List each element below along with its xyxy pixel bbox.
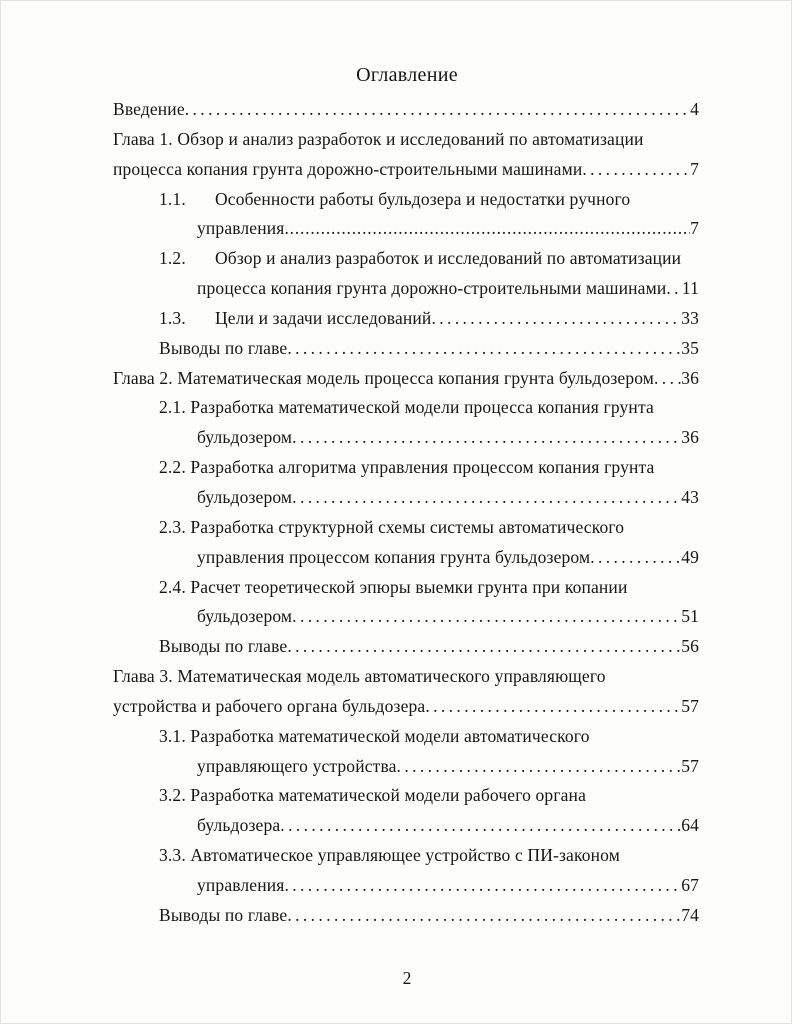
dot-leader [185, 95, 690, 125]
toc-entry-page: 11 [681, 278, 699, 299]
toc-entry [113, 752, 699, 782]
toc-entry [113, 871, 699, 901]
toc-entry [113, 602, 699, 632]
toc-entry-number: 1.2. [159, 248, 186, 269]
dot-leader [590, 543, 681, 573]
dot-leader [431, 304, 681, 334]
toc-entry-page: 35 [681, 337, 699, 358]
toc-entry-page: 36 [681, 427, 699, 448]
toc-entry-page: 64 [681, 815, 699, 836]
toc-entry-text: Выводы по главе [159, 636, 288, 657]
toc-entry-text: 2.2. Разработка алгоритма управления процессом копания грунта [159, 457, 655, 478]
toc-entry [113, 155, 699, 185]
toc-entry-text: 2.3. Разработка структурной схемы системы автоматического [159, 516, 625, 537]
toc-entry-page: 36 [681, 367, 699, 388]
toc-entry-text: устройства и рабочего органа бульдозера [113, 695, 426, 716]
dot-leader [287, 632, 681, 662]
toc-entry-page: 57 [681, 755, 699, 776]
toc-entry [113, 95, 699, 125]
toc-entry-text: 3.1. Разработка математической модели автоматического [159, 725, 590, 746]
toc-entry-text: 3.3. Автоматическое управляющее устройство с ПИ-законом [159, 845, 620, 866]
toc-entry [113, 334, 699, 364]
toc-entry-number: 1.1. [159, 188, 186, 209]
toc-entry-page: 51 [681, 606, 699, 627]
dot-leader [284, 214, 690, 244]
toc-entry [113, 244, 699, 274]
page-title: Оглавление [356, 64, 458, 86]
toc-entry [113, 841, 699, 871]
toc-entry-page: 7 [690, 158, 699, 179]
toc-entry-text: Выводы по главе [159, 337, 288, 358]
toc [113, 95, 699, 931]
toc-entry-text: бульдозера [197, 815, 281, 836]
toc-entry-text: Глава 3. Математическая модель автоматического управляющего [113, 666, 606, 687]
toc-entry-page: 7 [690, 218, 699, 239]
dot-leader [287, 901, 681, 931]
toc-entry [113, 662, 699, 692]
toc-entry-number: 1.3. [159, 307, 186, 328]
dot-leader [582, 155, 690, 185]
toc-entry-page: 57 [681, 695, 699, 716]
toc-entry-page: 4 [690, 99, 699, 119]
toc-entry-text: управления [197, 874, 285, 895]
toc-entry-text: Глава 2. Математическая модель процесса копания грунта бульдозером [113, 367, 655, 388]
toc-entry [113, 453, 699, 483]
toc-entry [113, 543, 699, 573]
dot-leader [280, 811, 681, 841]
toc-entry-text: бульдозером [197, 486, 293, 507]
dot-leader [287, 334, 681, 364]
dot-leader [397, 752, 682, 782]
toc-entry [113, 423, 699, 453]
toc-entry-page: 67 [681, 874, 699, 895]
toc-entry [113, 125, 699, 155]
toc-entry-text: 2.4. Расчет теоретической эпюры выемки грунта при копании [159, 576, 628, 597]
toc-entry [113, 274, 699, 304]
toc-entry-text: Глава 1. Обзор и анализ разработок и исследований по автоматизации [113, 128, 644, 149]
dot-leader [284, 871, 681, 901]
toc-entry-page: 49 [681, 546, 699, 567]
toc-entry-text: Введение [113, 99, 185, 119]
toc-entry-text: Выводы по главе [159, 904, 288, 925]
dot-leader [425, 692, 681, 722]
dot-leader [292, 483, 681, 513]
toc-entry-text: управляющего устройства [197, 755, 397, 776]
toc-entry-page: 33 [681, 307, 699, 328]
toc-entry-text: бульдозером [197, 606, 293, 627]
toc-entry-text: управления [197, 218, 285, 239]
toc-entry [113, 722, 699, 752]
toc-entry-text: управления процессом копания грунта бульдозером [197, 546, 591, 567]
toc-entry-text: Обзор и анализ разработок и исследований по автоматизации [215, 248, 682, 269]
toc-entry [113, 632, 699, 662]
dot-leader [666, 274, 682, 304]
toc-entry [113, 811, 699, 841]
toc-entry-text: 3.2. Разработка математической модели рабочего органа [159, 785, 586, 806]
toc-entry-text: Цели и задачи исследований [215, 307, 432, 328]
toc-entry [113, 901, 699, 931]
toc-entry [113, 364, 699, 394]
page-number: 2 [402, 968, 412, 988]
toc-entry [113, 483, 699, 513]
toc-entry-text: бульдозером [197, 427, 293, 448]
dot-leader [292, 602, 681, 632]
toc-entry [113, 214, 699, 244]
toc-entry-page: 43 [681, 486, 699, 507]
toc-entry-text: Особенности работы бульдозера и недостатки ручного [215, 188, 631, 209]
toc-entry-page: 74 [681, 904, 699, 925]
toc-entry-text: 2.1. Разработка математической модели процесса копания грунта [159, 397, 654, 418]
toc-entry [113, 573, 699, 603]
toc-entry [113, 781, 699, 811]
toc-entry-text: процесса копания грунта дорожно-строительными машинами [197, 278, 667, 299]
toc-entry-page: 56 [681, 636, 699, 657]
toc-entry [113, 393, 699, 423]
dot-leader [654, 364, 681, 394]
toc-entry [113, 513, 699, 543]
toc-entry [113, 304, 699, 334]
dot-leader [292, 423, 681, 453]
toc-entry [113, 185, 699, 215]
toc-entry [113, 692, 699, 722]
toc-entry-text: процесса копания грунта дорожно-строительными машинами [113, 158, 583, 179]
